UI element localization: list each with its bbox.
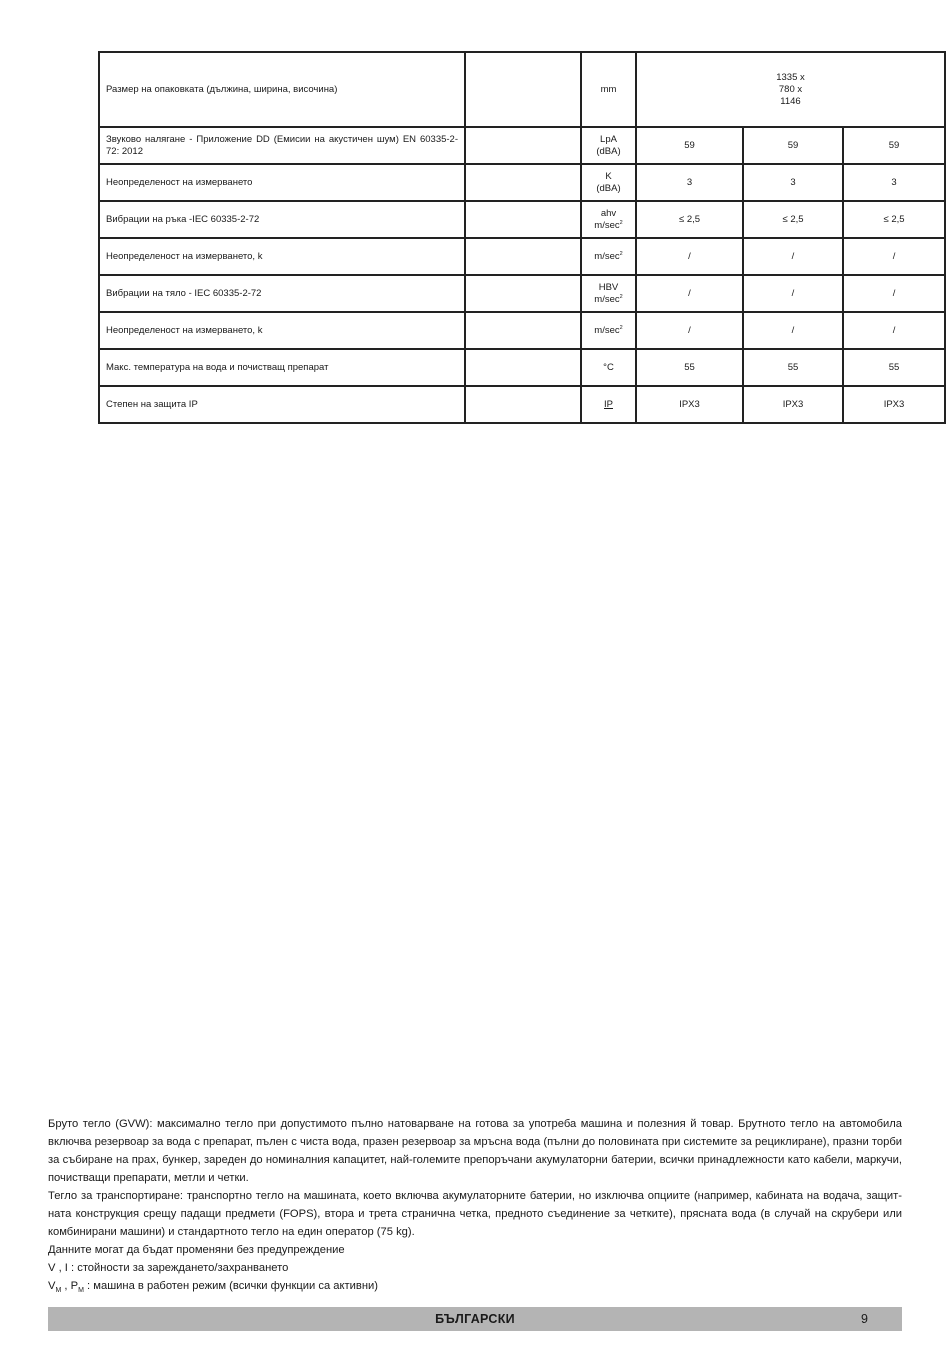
charging-values-note: V , I : стойности за зареждането/захранването xyxy=(48,1262,289,1274)
table-row xyxy=(99,275,945,312)
page-number: 9 xyxy=(861,1312,868,1326)
row-label: Степен на защита IP xyxy=(99,386,465,423)
value-cell: / xyxy=(843,275,945,312)
table-row xyxy=(99,238,945,275)
value-cell: IPX3 xyxy=(743,386,843,423)
value-cell: 59 xyxy=(743,127,843,164)
value-cell: / xyxy=(743,312,843,349)
value-cell: / xyxy=(636,275,743,312)
row-label: Вибрации на тяло - IEC 60335-2-72 xyxy=(99,275,465,312)
empty-cell xyxy=(465,349,581,386)
row-label: Макс. температура на вода и почистващ препарат xyxy=(99,349,465,386)
specifications-table xyxy=(98,51,946,424)
working-mode-note: $V_M$ , $P_M$ : машина в работен режим (всички функции са активни) xyxy=(48,1280,379,1295)
value-cell: ≤ 2,5 xyxy=(636,201,743,238)
value-cell: 59 xyxy=(843,127,945,164)
empty-cell xyxy=(465,275,581,312)
row-label: Размер на опаковката (дължина, ширина, височина) xyxy=(99,52,465,127)
unit-cell: ahv $m/\sec^2$ xyxy=(581,201,636,238)
page-footer xyxy=(48,1307,902,1331)
transport-weight-note: Тегло за транспортиране: транспортно тегло на машината, което включва акумулаторните батерии, но изключва опциите (например, кабината на водача, защит-ната конструкция срещу падащи предмети (FOPS), втора и трета странична четка, предното съединение за четките), прясната вода (в случай на скрубери или комбинирани машини) и стандартното тегло на един оператор (75 kg). xyxy=(48,1190,902,1238)
unit-cell: IP xyxy=(581,386,636,423)
table-row xyxy=(99,164,945,201)
table-row xyxy=(99,127,945,164)
value-cell: 59 xyxy=(636,127,743,164)
empty-cell xyxy=(465,312,581,349)
value-cell: ≤ 2,5 xyxy=(843,201,945,238)
table-row xyxy=(99,349,945,386)
empty-cell xyxy=(465,238,581,275)
empty-cell xyxy=(465,201,581,238)
notes-section xyxy=(48,1115,902,1295)
unit-cell: LpA (dBA) xyxy=(581,127,636,164)
value-cell: / xyxy=(636,238,743,275)
value-cell: 3 xyxy=(636,164,743,201)
table-row xyxy=(99,201,945,238)
change-notice: Данните могат да бъдат променяни без предупреждение xyxy=(48,1244,345,1256)
row-label: Вибрации на ръка -IEC 60335-2-72 xyxy=(99,201,465,238)
empty-cell xyxy=(465,127,581,164)
value-cell: 55 xyxy=(636,349,743,386)
unit-cell: HBV $m/\sec^2$ xyxy=(581,275,636,312)
unit-cell: $m/\sec^2$ xyxy=(581,238,636,275)
value-cell: / xyxy=(743,275,843,312)
value-cell: / xyxy=(843,312,945,349)
value-cell: 55 xyxy=(743,349,843,386)
row-label: Неопределеност на измерването, k xyxy=(99,238,465,275)
row-label: Неопределеност на измерването, k xyxy=(99,312,465,349)
value-cell: / xyxy=(743,238,843,275)
empty-cell xyxy=(465,52,581,127)
value-cell: IPX3 xyxy=(636,386,743,423)
unit-cell: $m/\sec^2$ xyxy=(581,312,636,349)
row-label: Звуково налягане - Приложение DD (Емисии на акустичен шум) EN 60335-2-72: 2012 xyxy=(99,127,465,164)
unit-cell: K (dBA) xyxy=(581,164,636,201)
table-row xyxy=(99,386,945,423)
unit-cell: °C xyxy=(581,349,636,386)
empty-cell xyxy=(465,164,581,201)
value-cell: ≤ 2,5 xyxy=(743,201,843,238)
value-cell: 55 xyxy=(843,349,945,386)
row-label: Неопределеност на измерването xyxy=(99,164,465,201)
unit-cell: mm xyxy=(581,52,636,127)
value-cell: IPX3 xyxy=(843,386,945,423)
value-cell: / xyxy=(843,238,945,275)
value-cell: 3 xyxy=(743,164,843,201)
value-cell: 3 xyxy=(843,164,945,201)
gross-weight-note: Бруто тегло (GVW): максимално тегло при допустимото пълно натоварване на готова за употреба машина и полезния й товар. Брутното тегло на автомобила включва резервоар за вода с препарат, пълен с чиста вода, празен резервоар за мръсна вода (пълни до половината при системите за рециклиране), празни торби за събиране на прах, бункер, зареден до номиналния капацитет, най-големите препоръчани акумулаторни батерии, всички принадлежности като кабели, маркучи, почистващи препарати, метли и четки. xyxy=(48,1118,902,1184)
empty-cell xyxy=(465,386,581,423)
table-row xyxy=(99,52,945,127)
language-label: БЪЛГАРСКИ xyxy=(435,1312,515,1326)
value-cell: / xyxy=(636,312,743,349)
table-row xyxy=(99,312,945,349)
merged-value-cell: 1335 x 780 x 1146 xyxy=(636,52,945,127)
